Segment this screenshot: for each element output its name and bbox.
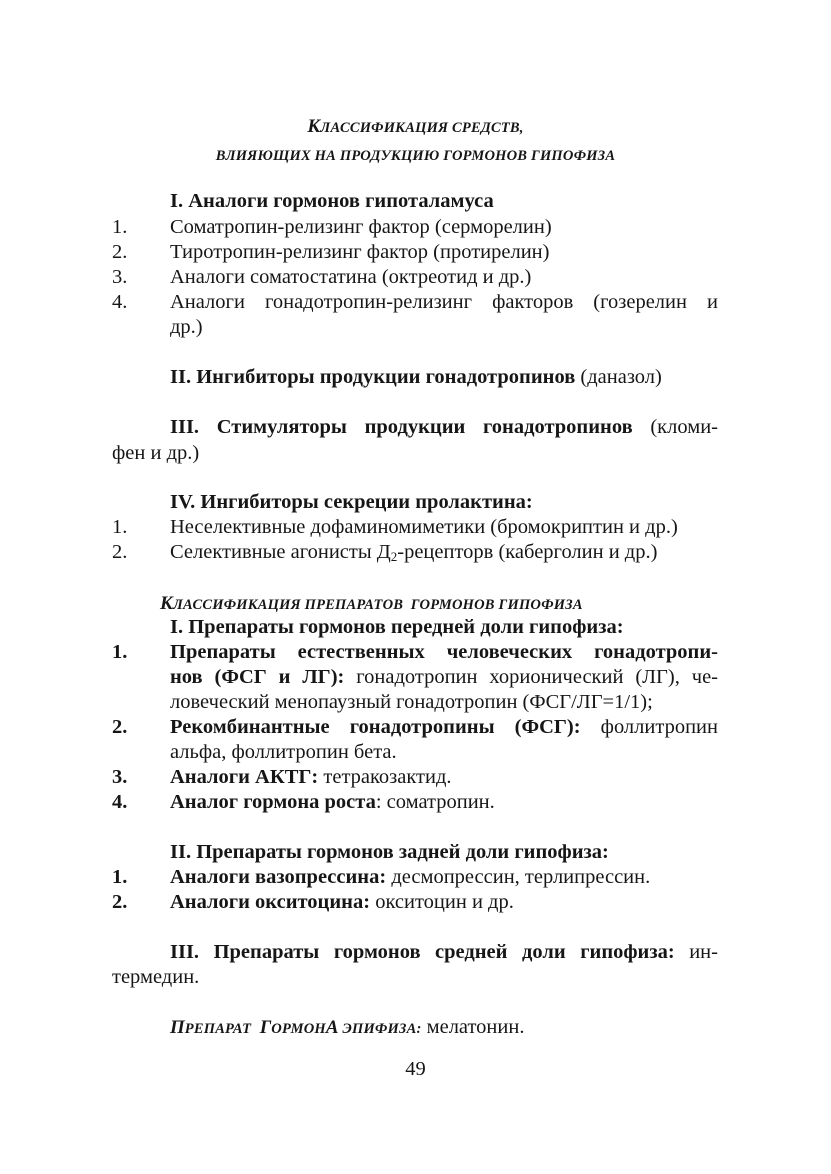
section-title-2: КЛАССИФИКАЦИЯ ПРЕПАРАТОВ ГОРМОНОВ ГИПОФИЗА: [160, 593, 583, 614]
heading-section-3: III. Стимуляторы продукции гонадотропинов (кломи-: [170, 416, 718, 438]
list-item-continuation: альфа, фоллитропин бета.: [170, 741, 397, 763]
list-number: 2.: [112, 241, 128, 263]
heading-part-2: II. Препараты гормонов задней доли гипофиза:: [170, 841, 609, 863]
list-item: Аналог гормона роста: соматропин.: [170, 791, 495, 813]
list-item: Аналоги АКТГ: тетракозактид.: [170, 766, 452, 788]
list-item: Аналоги вазопрессина: десмопрессин, терлипрессин.: [170, 866, 651, 888]
list-number: 4.: [112, 791, 128, 813]
section-title-1-line-2: ВЛИЯЮЩИХ НА ПРОДУКЦИЮ ГОРМОНОВ ГИПОФИЗА: [215, 148, 616, 164]
list-number: 2.: [112, 541, 128, 563]
list-item: Соматропин-релизинг фактор (серморелин): [170, 216, 552, 238]
list-item-continuation: др.): [170, 316, 203, 338]
list-item: Аналоги соматостатина (октреотид и др.): [170, 266, 532, 288]
epiphysis-heading: ПРЕПАРАТ ГОРМОНА ЭПИФИЗА: мелатонин.: [170, 1016, 525, 1038]
list-item-continuation: нов (ФСГ и ЛГ): гонадотропин хорионический (ЛГ), че-: [170, 666, 718, 688]
list-number: 3.: [112, 766, 128, 788]
list-item: Селективные агонисты $Д_2$-рецепторв (каберголин и др.): [170, 541, 658, 564]
list-item: Неселективные дофаминомиметики (бромокриптин и др.): [170, 516, 678, 538]
list-item: Аналоги окситоцина: окситоцин и др.: [170, 891, 514, 913]
list-item-continuation: ловеческий менопаузный гонадотропин (ФСГ/ЛГ=1/1);: [170, 691, 653, 713]
list-number: 1.: [112, 641, 128, 663]
page-number: 49: [405, 1058, 426, 1080]
list-item: Тиротропин-релизинг фактор (протирелин): [170, 241, 550, 263]
list-number: 2.: [112, 891, 128, 913]
list-item: Рекомбинантные гонадотропины (ФСГ): фоллитропин: [170, 716, 718, 738]
paragraph-continuation: фен и др.): [112, 442, 200, 464]
heading-section-4: IV. Ингибиторы секреции пролактина:: [170, 491, 533, 513]
list-item: Аналоги гонадотропин-релизинг факторов (гозерелин и: [170, 291, 718, 313]
heading-part-1: I. Препараты гормонов передней доли гипофиза:: [170, 616, 624, 638]
list-number: 1.: [112, 516, 128, 538]
heading-section-2: II. Ингибиторы продукции гонадотропинов (даназол): [170, 366, 662, 388]
list-number: 4.: [112, 291, 128, 313]
heading-part-3: III. Препараты гормонов средней доли гипофиза: ин-: [170, 941, 718, 963]
list-number: 2.: [112, 716, 128, 738]
paragraph-continuation: термедин.: [112, 966, 200, 988]
heading-section-1: I. Аналоги гормонов гипоталамуса: [170, 190, 494, 212]
list-number: 3.: [112, 266, 128, 288]
list-number: 1.: [112, 216, 128, 238]
list-item: Препараты естественных человеческих гонадотропи-: [170, 641, 718, 663]
list-number: 1.: [112, 866, 128, 888]
section-title-1: КЛАССИФИКАЦИЯ СРЕДСТВ,: [307, 116, 524, 137]
